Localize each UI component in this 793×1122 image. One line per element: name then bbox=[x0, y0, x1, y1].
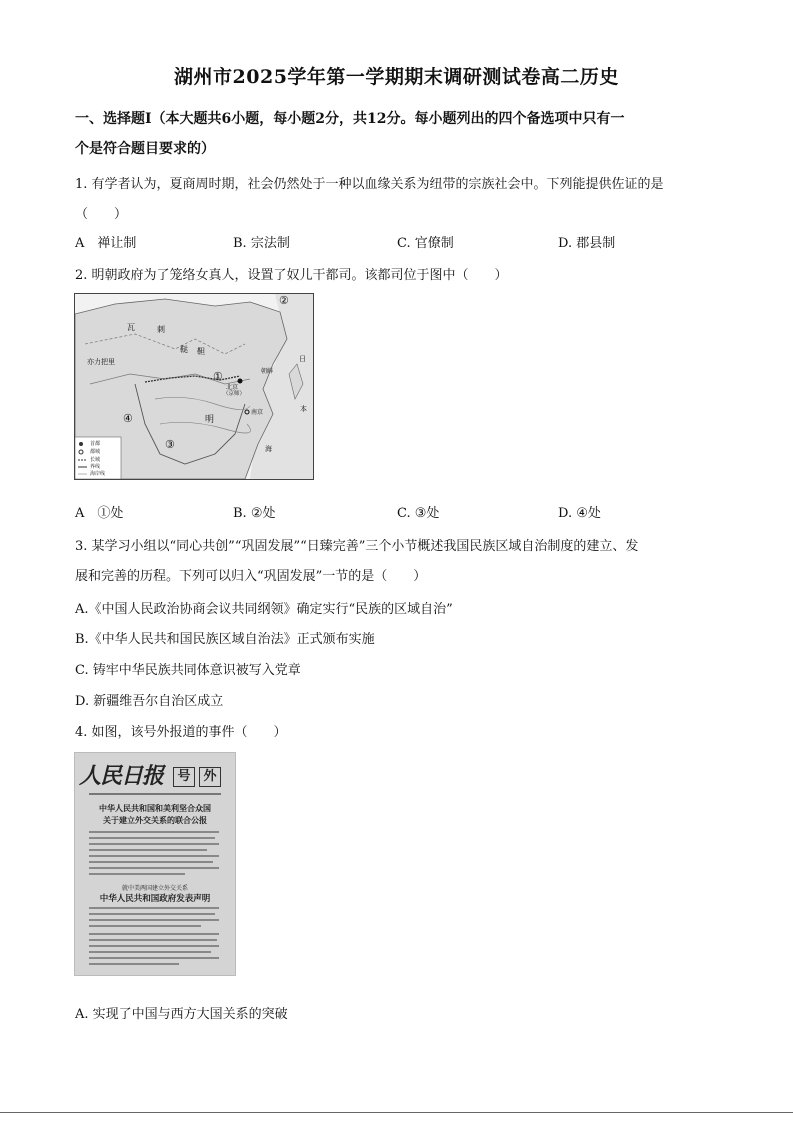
newspaper-masthead: 人民日报 bbox=[79, 763, 164, 789]
map-label: （京师） bbox=[223, 391, 246, 397]
newspaper-extra-image bbox=[74, 752, 236, 976]
q4-stem: 4. 如图，该号外报道的事件（ ） bbox=[75, 725, 287, 740]
q3-stem-line1: 3. 某学习小组以“同心共创”“巩固发展”“日臻完善”三个小节概述我国民族区域自治制度的建立、发 bbox=[75, 539, 639, 554]
text-line bbox=[89, 855, 219, 857]
map-marker-3: ③ bbox=[165, 438, 175, 451]
legend-text: 都城 bbox=[90, 449, 101, 455]
newspaper-box-hao: 号 bbox=[173, 767, 195, 787]
legend-capital-icon bbox=[79, 442, 83, 446]
q1-option-a: A 禅让制 bbox=[75, 236, 137, 251]
q2-option-b: B. ②处 bbox=[233, 506, 276, 521]
ming-dynasty-map bbox=[74, 293, 314, 480]
q2-option-a: A ①处 bbox=[75, 506, 124, 521]
text-line bbox=[89, 867, 219, 869]
q2-option-c: C. ③处 bbox=[397, 506, 440, 521]
legend-text: 界线 bbox=[90, 464, 101, 470]
map-label: 朝鲜 bbox=[261, 368, 274, 375]
text-line bbox=[89, 831, 219, 833]
map-label: 海 bbox=[265, 445, 272, 453]
q1-option-b: B. 宗法制 bbox=[233, 236, 290, 251]
text-line bbox=[89, 913, 215, 915]
legend-text: 海岸线 bbox=[90, 471, 106, 477]
text-line bbox=[89, 945, 219, 947]
q4-option-a: A. 实现了中国与西方大国关系的突破 bbox=[75, 1007, 288, 1022]
section-heading-line2: 个是符合题目要求的） bbox=[75, 141, 215, 157]
map-label: 亦力把里 bbox=[87, 358, 115, 366]
map-label: 刺 bbox=[157, 325, 165, 334]
capital-dot bbox=[238, 379, 243, 384]
text-line bbox=[89, 925, 201, 927]
newspaper-headline-1: 中华人民共和国和美利坚合众国 bbox=[99, 803, 211, 813]
text-line bbox=[89, 907, 219, 909]
map-label: 靼 bbox=[197, 347, 205, 356]
legend-text: 长城 bbox=[90, 457, 101, 463]
q3-option-d: D. 新疆维吾尔自治区成立 bbox=[75, 694, 224, 709]
text-line bbox=[89, 861, 213, 863]
text-line bbox=[89, 933, 219, 935]
text-line bbox=[89, 939, 217, 941]
text-line bbox=[89, 963, 179, 965]
map-marker-2: ② bbox=[279, 294, 289, 307]
map-label: 鞑 bbox=[180, 345, 188, 354]
text-line bbox=[89, 957, 219, 959]
map-label: 本 bbox=[300, 405, 307, 413]
q1-option-d: D. 郡县制 bbox=[558, 236, 616, 251]
q1-stem-line1: 1. 有学者认为，夏商周时期，社会仍然处于一种以血缘关系为纽带的宗族社会中。下列能提供佐证的是 bbox=[75, 177, 664, 192]
q3-option-b: B.《中华人民共和国民族区域自治法》正式颁布实施 bbox=[75, 632, 375, 647]
q3-stem-line2: 展和完善的历程。下列可以归入“巩固发展”一节的是（ ） bbox=[75, 569, 427, 584]
text-line bbox=[89, 843, 219, 845]
map-label: 明 bbox=[205, 415, 215, 425]
q2-stem: 2. 明朝政府为了笼络女真人，设置了奴儿干都司。该都司位于图中（ ） bbox=[75, 268, 508, 283]
text-rule bbox=[89, 793, 221, 795]
map-marker-1: ① bbox=[213, 370, 223, 383]
text-line bbox=[89, 951, 211, 953]
map-marker-4: ④ bbox=[123, 412, 133, 425]
q1-option-c: C. 官僚制 bbox=[397, 236, 454, 251]
newspaper-subheading: 中华人民共和国政府发表声明 bbox=[99, 894, 211, 904]
text-line bbox=[89, 837, 215, 839]
map-label: 北京 bbox=[226, 384, 239, 391]
map-label: 瓦 bbox=[127, 323, 135, 332]
text-line bbox=[89, 873, 185, 875]
newspaper-subheading-small: 就中美两国建立外交关系 bbox=[121, 885, 188, 892]
q1-stem-line2: （ ） bbox=[75, 207, 128, 222]
q2-option-d: D. ④处 bbox=[558, 506, 601, 521]
map-label: 南京 bbox=[251, 409, 264, 416]
legend-text: 首都 bbox=[90, 441, 101, 447]
section-heading-line1: 一、选择题Ⅰ（本大题共6小题，每小题2分，共12分。每小题列出的四个备选项中只有一 bbox=[75, 111, 625, 127]
newspaper-box-wai: 外 bbox=[199, 767, 221, 787]
page-bottom-rule bbox=[0, 1112, 793, 1113]
map-graphic bbox=[75, 294, 313, 479]
map-label: 日 bbox=[299, 355, 306, 363]
text-line bbox=[89, 849, 207, 851]
newspaper-headline-2: 关于建立外交关系的联合公报 bbox=[103, 815, 207, 825]
q3-option-c: C. 铸牢中华民族共同体意识被写入党章 bbox=[75, 663, 301, 678]
page-title: 湖州市2025学年第一学期期末调研测试卷高二历史 bbox=[174, 66, 619, 88]
text-line bbox=[89, 919, 219, 921]
q3-option-a: A.《中国人民政治协商会议共同纲领》确定实行“民族的区域自治” bbox=[75, 602, 453, 617]
